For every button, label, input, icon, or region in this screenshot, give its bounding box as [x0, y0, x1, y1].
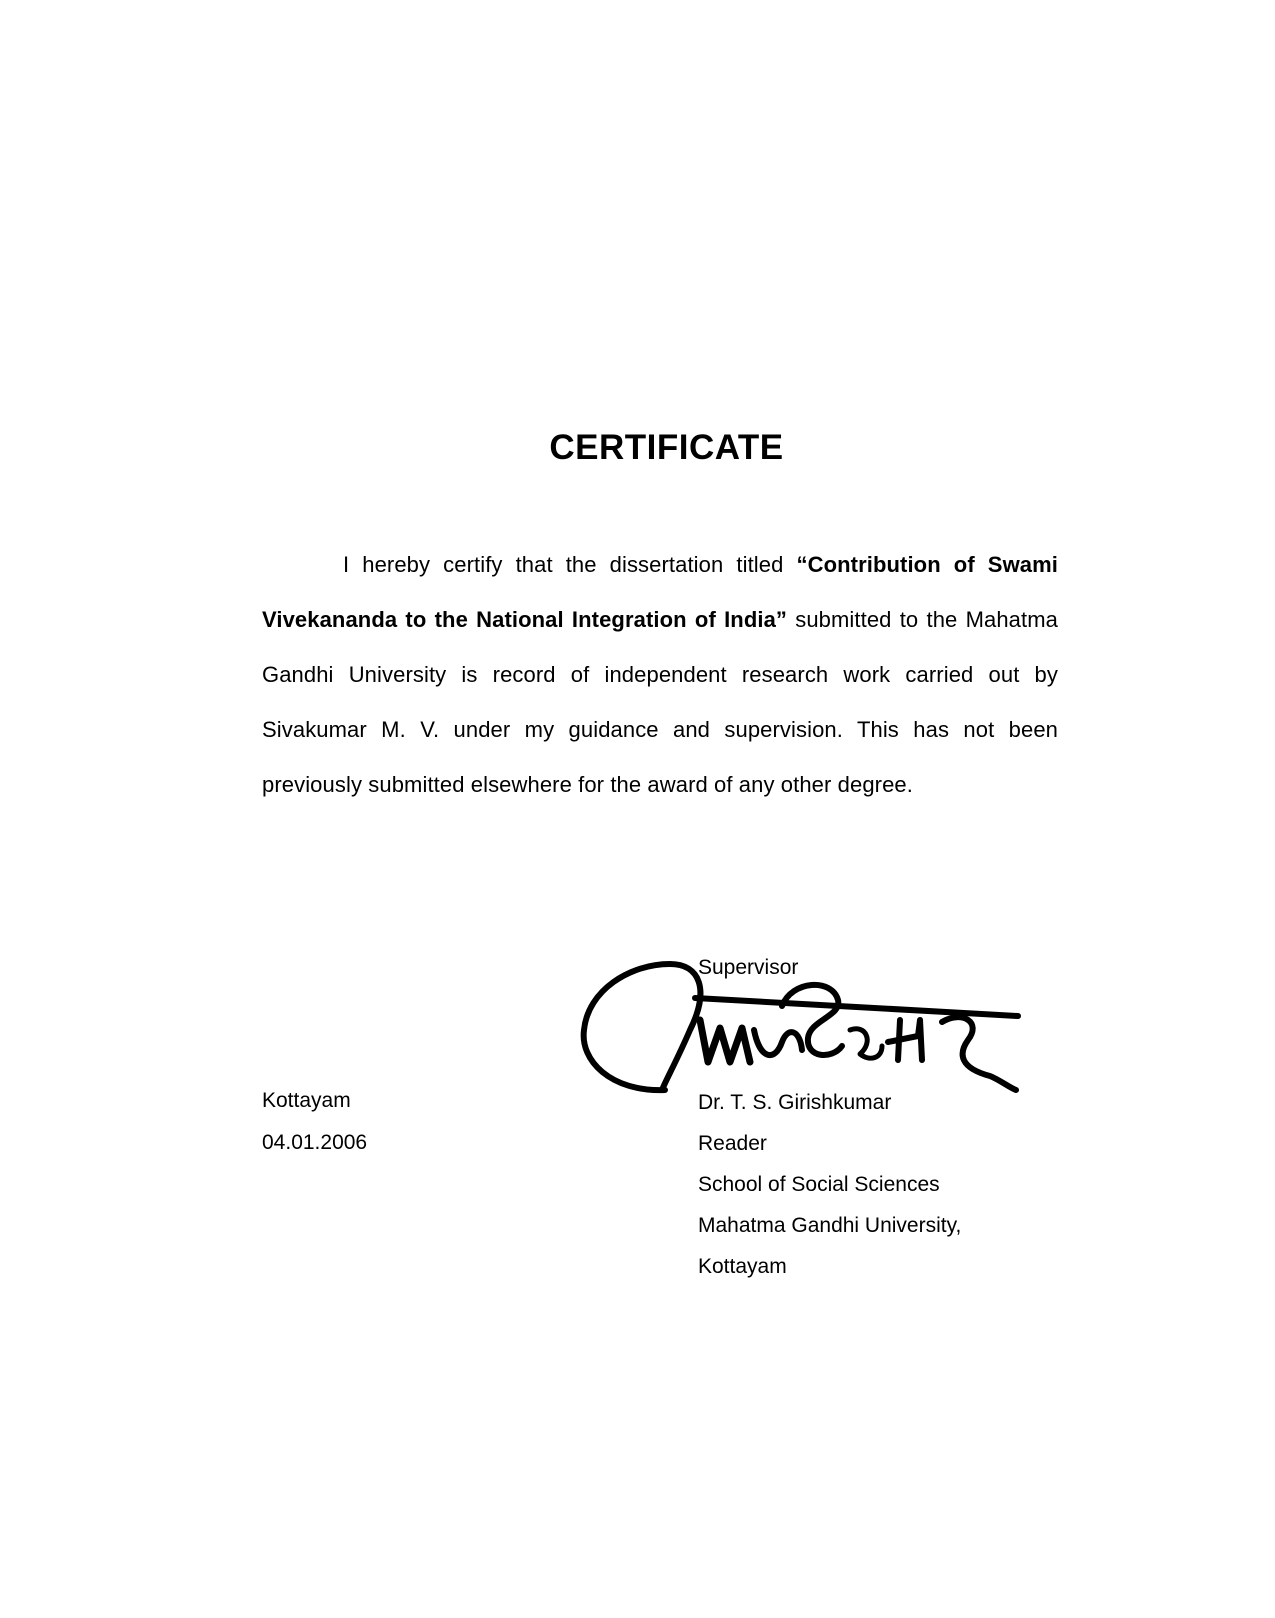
page-title: CERTIFICATE — [549, 428, 784, 467]
supervisor-department: School of Social Sciences — [698, 1173, 940, 1196]
supervisor-details — [698, 1082, 961, 1287]
body-rest: submitted to the Mahatma Gandhi University is record of independent research work carried out by Sivakumar M. V. under my guidance and supervision. This has not been previously submitted elsewhere for the award of any other degree. — [262, 607, 1058, 797]
place-date-block — [262, 1080, 367, 1164]
certificate-body — [262, 537, 1058, 812]
supervisor-city: Kottayam — [698, 1255, 787, 1278]
supervisor-name: Dr. T. S. Girishkumar — [698, 1091, 892, 1114]
supervisor-designation: Reader — [698, 1132, 767, 1155]
thesis-title: “Contribution of Swami Vivekananda to the National Integration of India” — [262, 552, 1058, 632]
supervisor-label: Supervisor — [698, 956, 799, 979]
date: 04.01.2006 — [262, 1131, 368, 1154]
body-intro: I hereby certify that the dissertation titled — [343, 552, 797, 577]
supervisor-university: Mahatma Gandhi University, — [698, 1214, 962, 1237]
place: Kottayam — [262, 1089, 351, 1112]
signature-icon — [570, 950, 1030, 1100]
